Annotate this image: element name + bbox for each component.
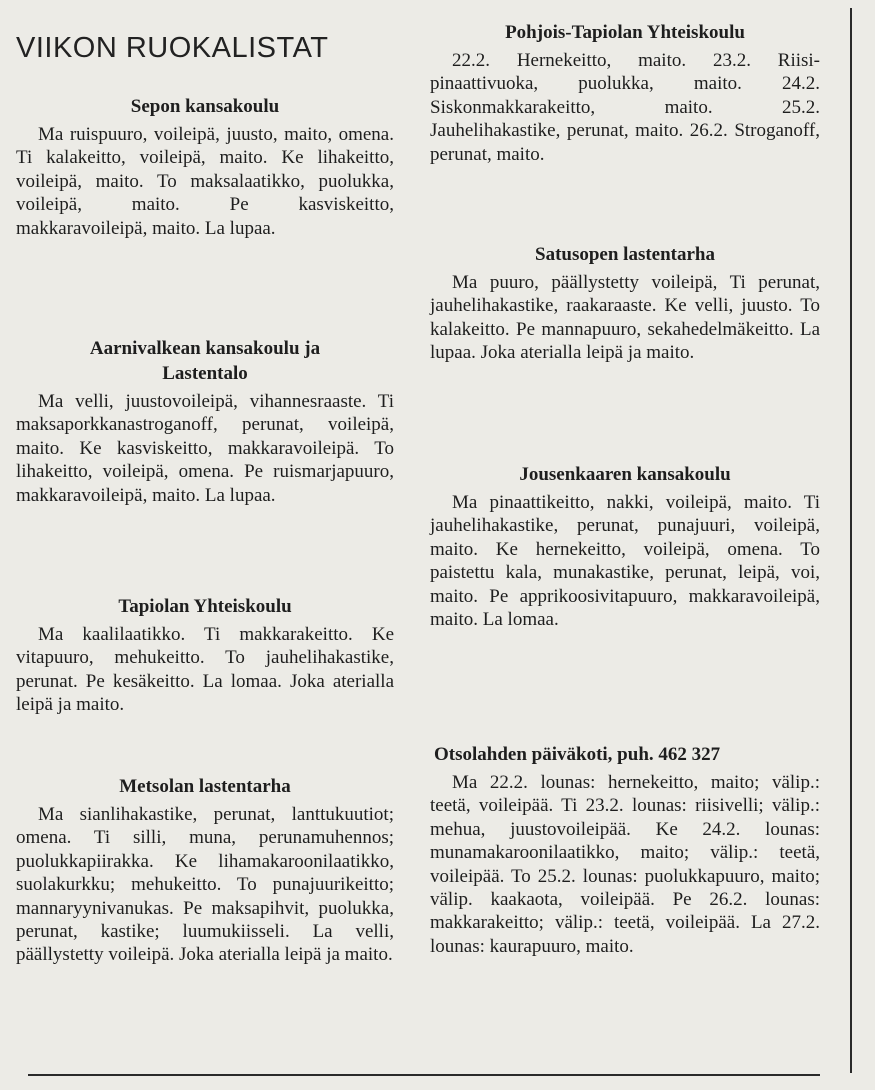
section-body: Ma sianlihakastike, perunat, lanttukuutiot; omena. Ti silli, muna, perunamuhennos; puolukkapiirakka. Ke lihamakaroonilaatikko, suolakurkku; mehukeitto. To punajuurikeitto; mannaryynivanukas. Pe maksapihvit, puolukka, perunat, kastike; luumukiisseli. La velli, päällystetty voileipä. Joka aterialla leipä ja maito. — [16, 804, 394, 966]
section-heading: Jousenkaaren kansakoulu — [519, 464, 731, 485]
section-body: Ma ruispuuro, voileipä, juusto, maito, omena. Ti kalakeitto, voileipä, maito. Ke lihakeitto, voileipä, maito. To maksalaatikko, puolukka, voileipä, maito. Pe kasviskeitto, makkaravoileipä, maito. La lupaa. — [16, 124, 394, 239]
section-jousenkaaren-kansakoulu — [430, 462, 820, 631]
section-heading: Metsolan lastentarha — [119, 776, 291, 797]
section-metsolan-lastentarha — [16, 774, 394, 967]
section-otsolahden-paivakoti — [430, 742, 820, 958]
section-satusopen-lastentarha — [430, 242, 820, 365]
section-heading: Tapiolan Yhteiskoulu — [118, 596, 292, 617]
section-sepon-kansakoulu — [16, 94, 394, 240]
section-body: Ma pinaattikeitto, nakki, voileipä, maito. Ti jauhelihakastike, perunat, punajuuri, voileipä, maito. Ke hernekeitto, voileipä, omena. To paistettu kala, munakastike, perunat, leipä, voi, maito. Pe apprikoosivitapuuro, makkaravoileipä, maito. La lomaa. — [430, 492, 820, 631]
section-body: Ma puuro, päällystetty voileipä, Ti perunat, jauhelihakastike, raakaraaste. Ke velli, juusto. To kalakeitto. Pe mannapuuro, sekahedelmäkeitto. La lupaa. Joka aterialla leipä ja maito. — [430, 272, 820, 364]
section-heading: Satusopen lastentarha — [535, 244, 715, 265]
vertical-rule — [850, 8, 852, 1073]
section-aarnivalkean-kansakoulu — [16, 336, 394, 507]
bottom-rule — [28, 1074, 820, 1076]
section-pohjois-tapiolan-yhteiskoulu — [430, 20, 820, 166]
section-body: Ma velli, juustovoileipä, vihannesraaste. Ti maksaporkkanastroganoff, perunat, voileipä, maito. Ke kasviskeitto, makkaravoileipä. To lihakeitto, voileipä, omena. Pe ruismarjapuuro, makkaravoileipä, maito. La lupaa. — [16, 391, 394, 506]
section-heading: Aarnivalkean kansakoulu ja Lastentalo — [89, 338, 321, 384]
page-title: VIIKON RUOKALISTAT — [16, 32, 329, 64]
section-heading: Otsolahden päiväkoti, puh. 462 327 — [434, 744, 721, 765]
section-tapiolan-yhteiskoulu — [16, 594, 394, 717]
section-body: Ma 22.2. lounas: hernekeitto, maito; välip.: teetä, voileipää. Ti 23.2. lounas: riisivelli; välip.: mehua, juustovoileipää. Ke 24.2. lounas: munamakaroonilaatikko, maito; välip.: teetä, voileipää. To 25.2. lounas: puolukkapuuro, maito; välip. kaakaota, voileipää. Pe 26.2. lounas: makkarakeitto; välip.: teetä, voileipää. La 27.2. lounas: kaurapuuro, maito. — [430, 772, 820, 957]
section-heading: Sepon kansakoulu — [130, 96, 280, 117]
section-heading: Pohjois-Tapiolan Yhteiskoulu — [505, 22, 745, 43]
section-body: 22.2. Hernekeitto, maito. 23.2. Riisi-pinaattivuoka, puolukka, maito. 24.2. Siskonmakkarakeitto, maito. 25.2. Jauhelihakastike, perunat, maito. 26.2. Stroganoff, perunat, maito. — [430, 50, 820, 165]
section-body: Ma kaalilaatikko. Ti makkarakeitto. Ke vitapuuro, mehukeitto. To jauhelihakastike, perunat. Pe kesäkeitto. La lomaa. Joka aterialla leipä ja maito. — [16, 624, 394, 716]
